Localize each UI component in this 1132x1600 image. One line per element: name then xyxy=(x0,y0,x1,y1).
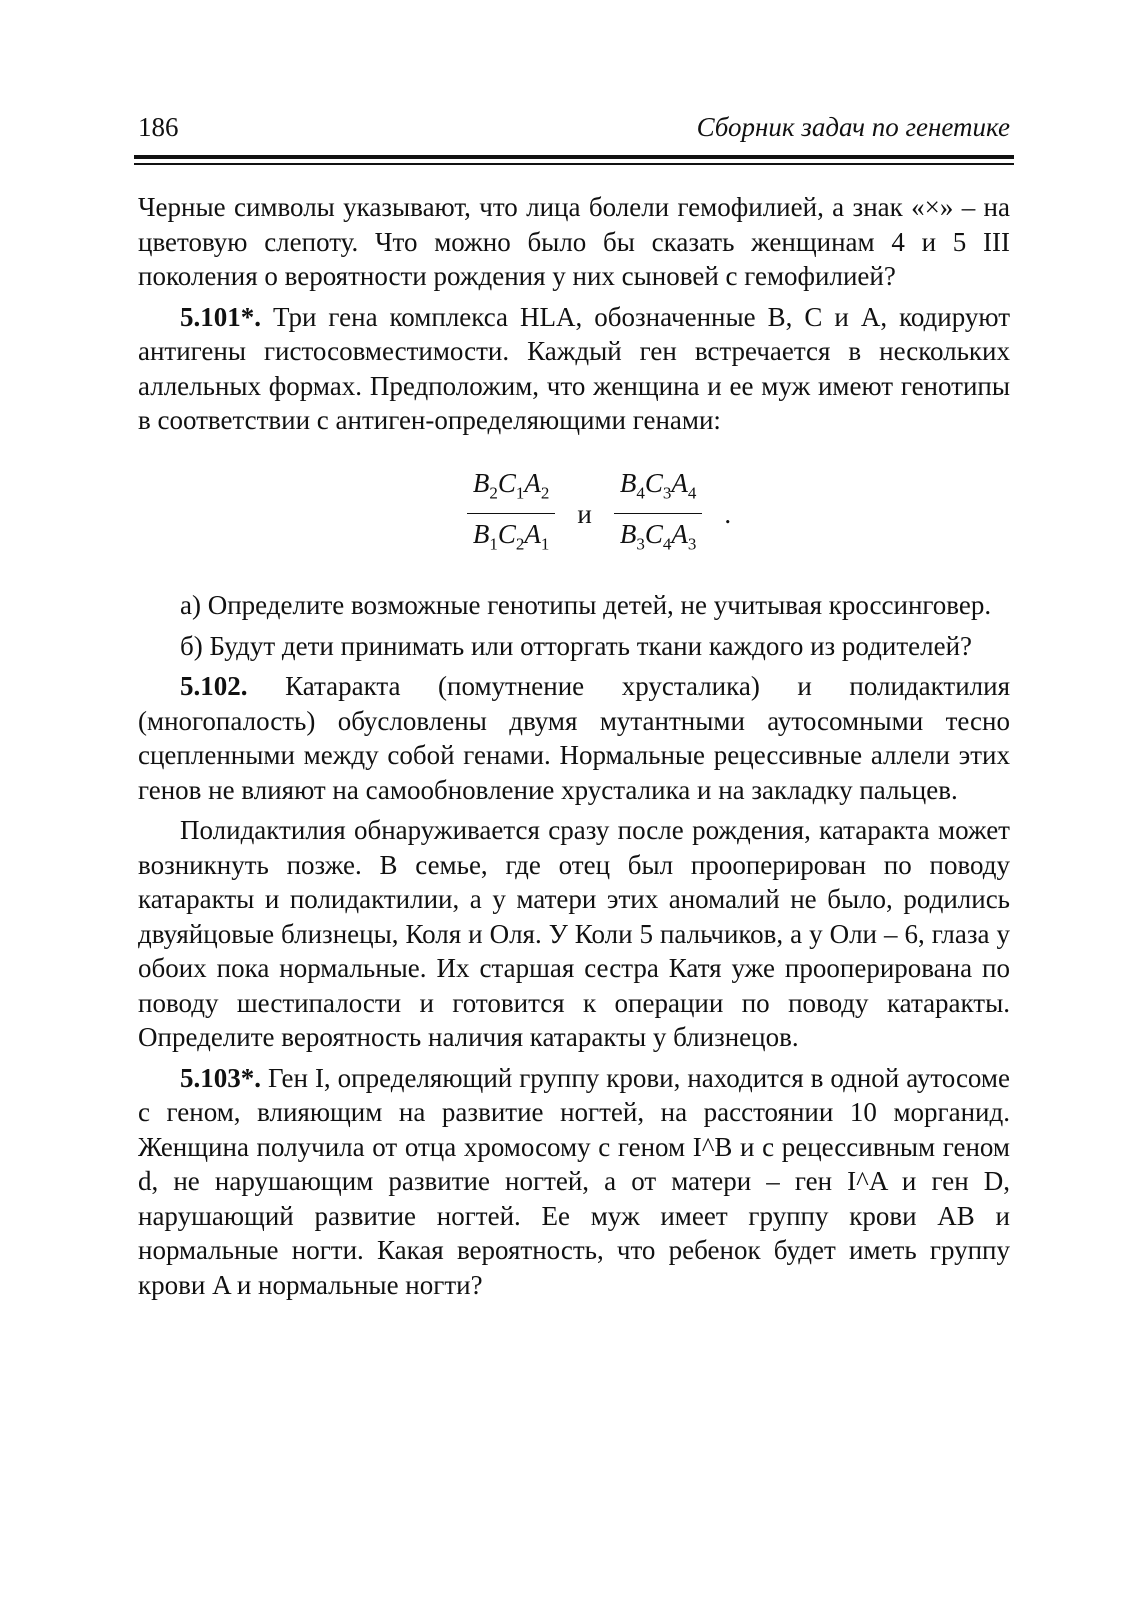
fraction-numerator: $B_4C_3A_4$ xyxy=(614,466,703,515)
formula-conjunction: и xyxy=(577,498,592,529)
header-rule-thick xyxy=(134,155,1014,159)
problem-text: Три гена комплекса HLA, обозначенные B, C и A, кодируют антигены гистосовместимости. Каждый ген встречается в нескольких аллельных формах. Предположим, что женщина и ее муж имеют генотипы в соответствии с антиген-определяющими генами: xyxy=(138,301,1010,435)
running-title: Сборник задач по генетике xyxy=(696,112,1010,142)
question-b: б) Будут дети принимать или отторгать ткани каждого из родителей? xyxy=(180,630,973,661)
problem-number: 5.101*. xyxy=(180,301,261,332)
page-number: 186 xyxy=(138,112,179,142)
problem-5-102 xyxy=(138,669,1010,807)
fraction-husband xyxy=(614,466,703,563)
page-header xyxy=(138,112,1010,152)
formula-period: . xyxy=(724,498,732,529)
question-a: а) Определите возможные генотипы детей, не учитывая кроссинговер. xyxy=(180,590,992,621)
fraction-woman xyxy=(467,466,556,563)
problem-number: 5.102. xyxy=(180,671,248,702)
genotype-formula xyxy=(188,466,1010,563)
page-body xyxy=(138,190,1010,1308)
fraction-denominator: $B_3C_4A_3$ xyxy=(619,519,697,554)
fraction-numerator: $B_2C_1A_2$ xyxy=(467,466,556,515)
header-rule-thin xyxy=(134,163,1014,165)
problem-text: Катаракта (помутнение хрусталика) и полидактилия (многопалость) обусловлены двумя мутантными аутосомными тесно сцепленными между собой генами. Нормальные рецессивные аллели этих генов не влияют на самообновление хрусталика и на закладку пальцев. xyxy=(138,671,1010,805)
problem-number: 5.103*. xyxy=(180,1062,261,1093)
problem-5-102-continued: Полидактилия обнаруживается сразу после рождения, катаракта может возникнуть позже. В семье, где отец был прооперирован по поводу катаракты и полидактилии, а у матери этих аномалий не было, родились двуяйцовые близнецы, Коля и Оля. У Коли 5 пальчиков, а у Оли – 6, глаза у обоих пока нормальные. Их старшая сестра Катя уже прооперирована по поводу шестипалости и готовится к операции по поводу катаракты. Определите вероятность наличия катаракты у близнецов. xyxy=(138,815,1010,1053)
problem-5-101 xyxy=(138,300,1010,438)
problem-text: Ген I, определяющий группу крови, находится в одной аутосоме с геном, влияющим на развитие ногтей, на расстоянии 10 морганид. Женщина получила от отца хромосому с геном I^B и с рецессивным геном d, не нарушающим развитие ногтей, а от матери – ген I^A и ген D, нарушающий развитие ногтей. Ее муж имеет группу крови AB и нормальные ногти. Какая вероятность, что ребенок будет иметь группу крови A и нормальные ногти? xyxy=(138,1062,1010,1300)
paragraph-intro: Черные символы указывают, что лица болели гемофилией, а знак «×» – на цветовую слепоту. Что можно было бы сказать женщинам 4 и 5 III поколения о вероятности рождения у них сыновей с гемофилией? xyxy=(138,192,1010,291)
fraction-denominator: $B_1C_2A_1$ xyxy=(472,519,550,554)
problem-5-103 xyxy=(138,1061,1010,1303)
